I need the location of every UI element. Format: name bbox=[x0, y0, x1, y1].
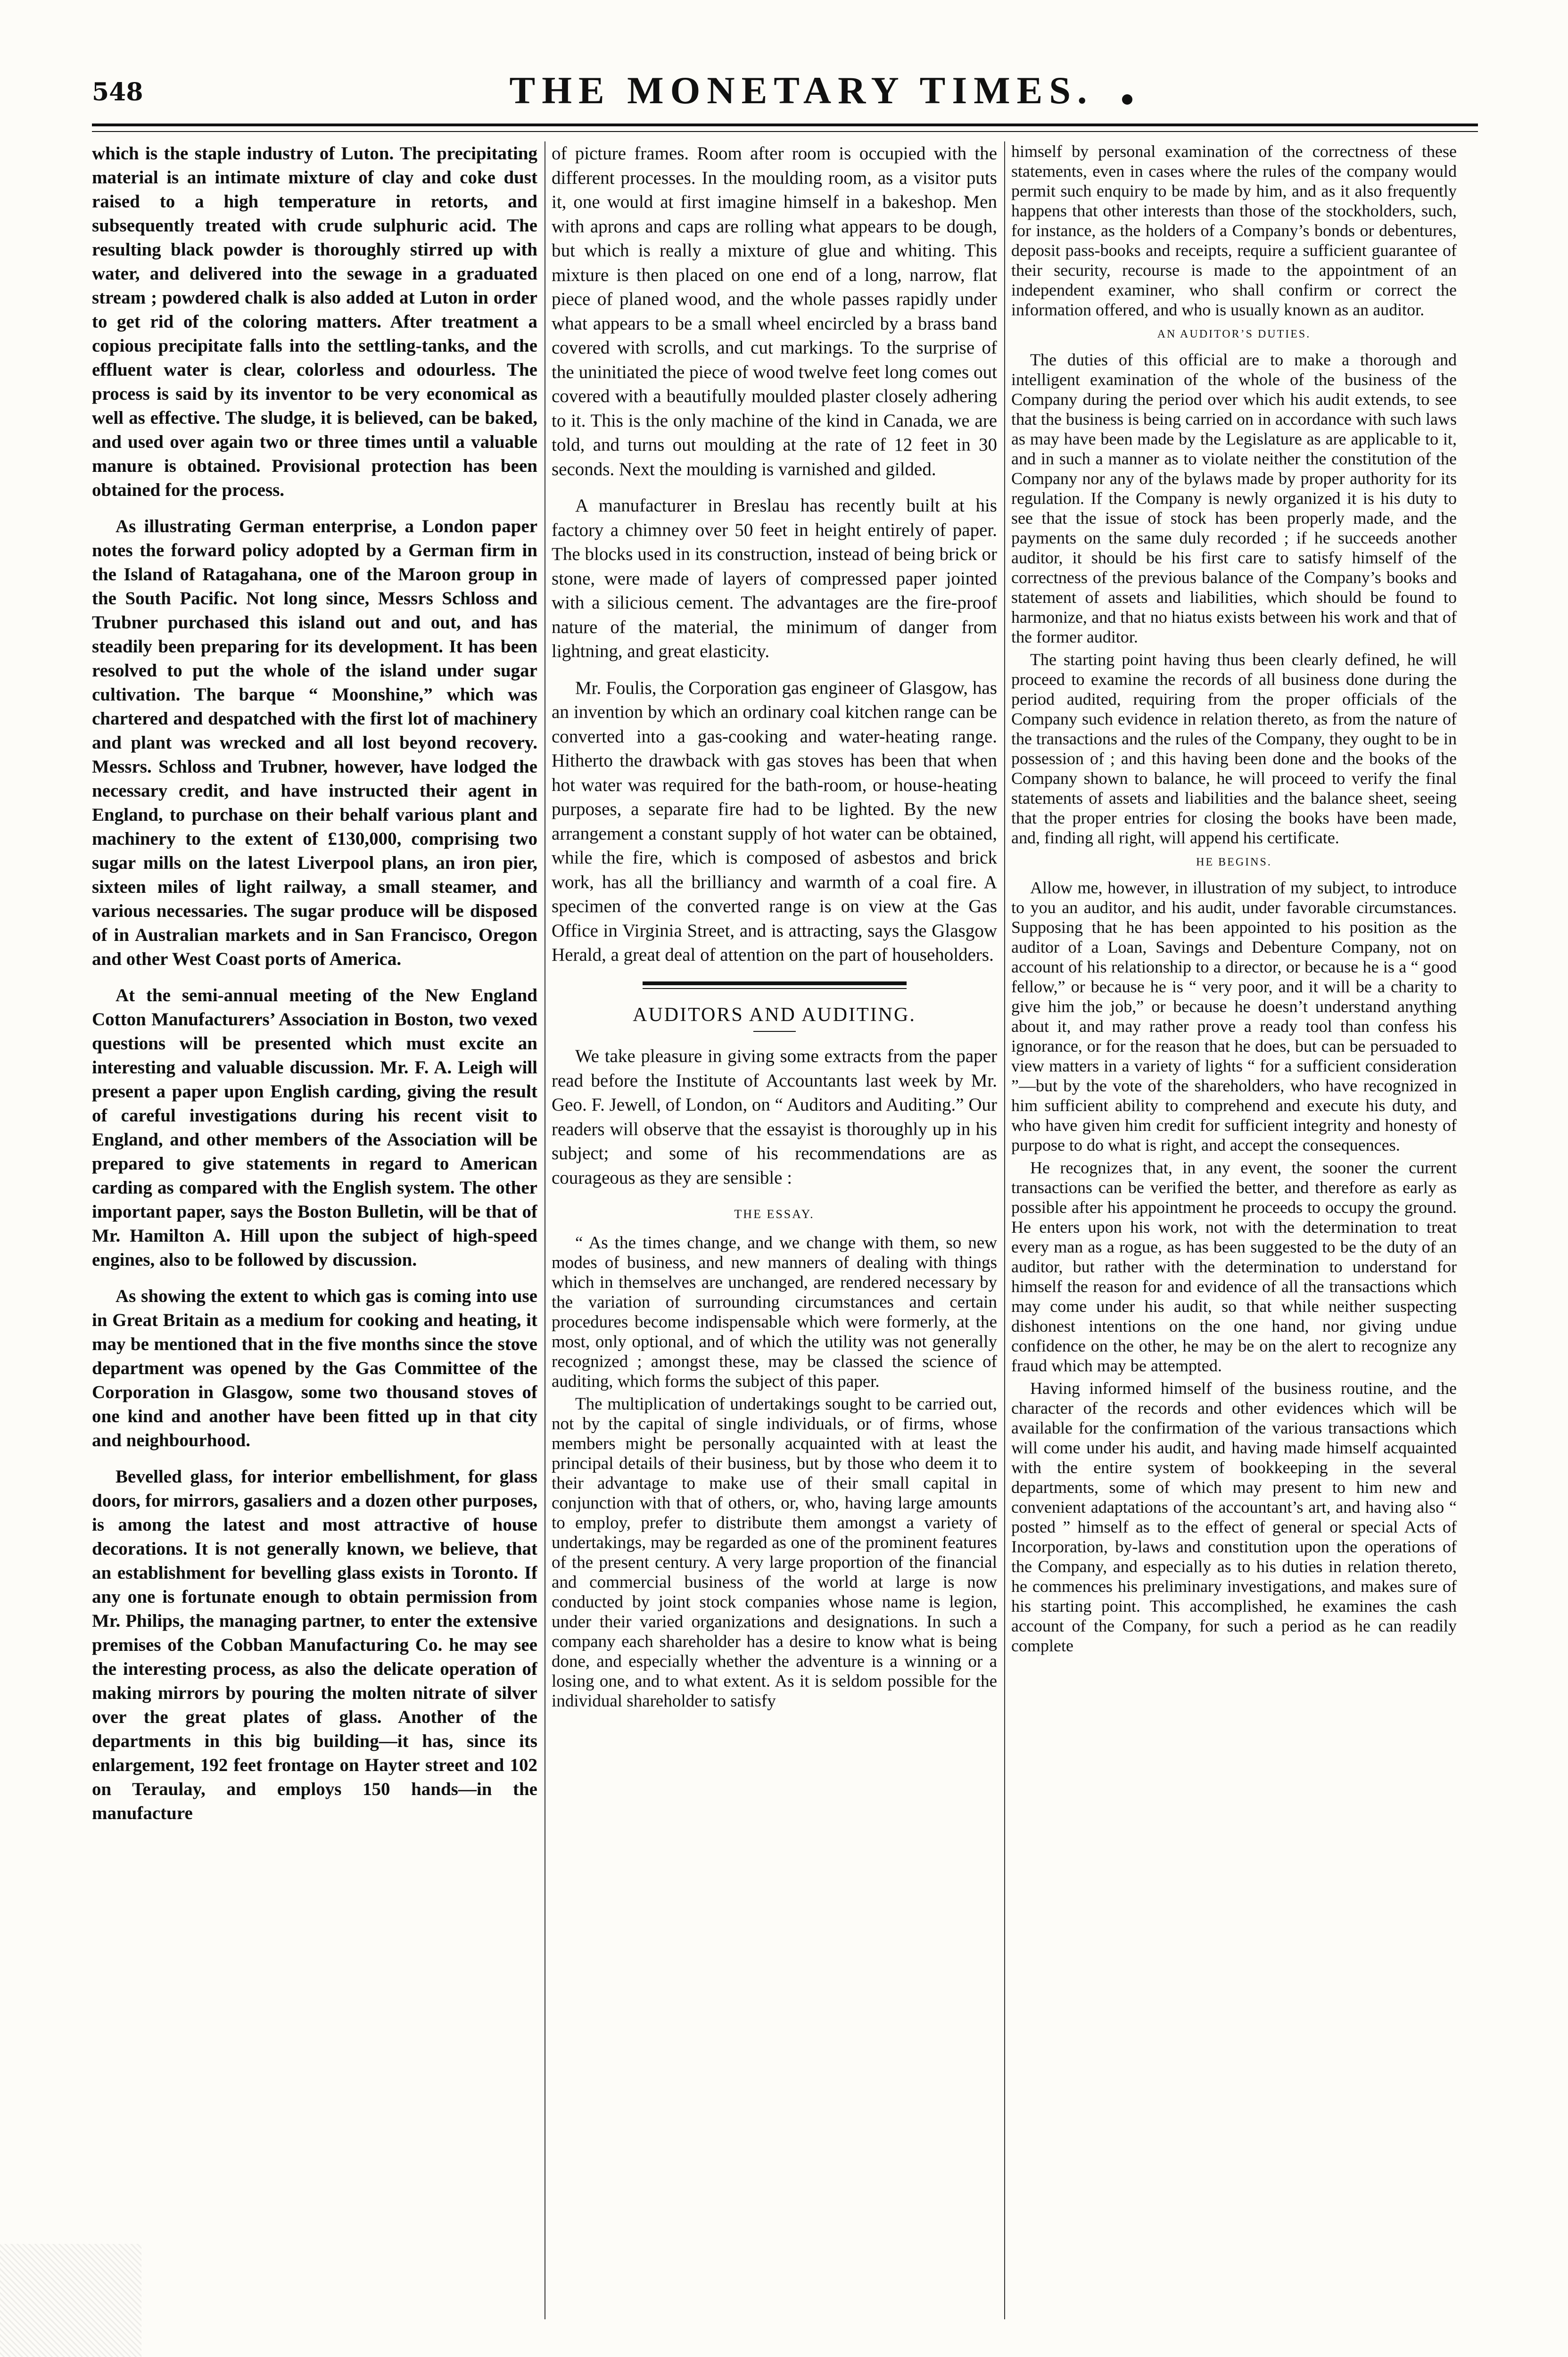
article-paragraph: which is the staple industry of Luton. The precipitating material is an intimate mixture of clay and coke dust raised to a high temperature in retorts, and subsequently treated with crude sulphuric acid. The resulting black powder is thoroughly stirred up with water, and delivered into the sewage in a graduated stream ; powdered chalk is also added at Luton in order to get rid of the coloring matters. After treatment a copious precipitate falls into the settling-tanks, and the effluent water is clear, colorless and odourless. The process is said by its inventor to be very economical as well as effective. The sludge, it is believed, can be baked, and used over again two or three times until a valuable manure is obtained. Provisional protection has been obtained for the process. bbox=[92, 143, 537, 500]
article-paragraph: The duties of this official are to make a thorough and intelligent examination of the whole of the business of the Company during the period over which his audit extends, to see that the business is being carried on in accordance with such laws as may have been made by the Legislature as are applicable to it, and in such a manner as to violate neither the constitution of the Company nor any of the bylaws made by proper authority for its regulation. If the Company is newly organized it is his duty to see that the issue of stock has been properly made, and the payments on the same duly recorded ; if he succeeds another auditor, it should be his first care to satisfy himself of the correctness of the previous balance of the Company’s books and statement of assets and liabilities, which should be found to harmonize, and that no hiatus exists between his work and that of the former auditor. bbox=[1011, 350, 1457, 646]
article-paragraph: We take pleasure in giving some extracts from the paper read before the Institute of Accountants last week by Mr. Geo. F. Jewell, of London, on “ Auditors and Auditing.” Our readers will observe that the essayist is thoroughly up in his subject; and some of his recommendations are as courageous as they are sensible : bbox=[552, 1046, 997, 1188]
article-paragraph: A manufacturer in Breslau has recently built at his factory a chimney over 50 feet in height entirely of paper. The blocks used in its construction, instead of being brick or stone, were made of layers of compressed paper jointed with a silicious cement. The advantages are the fire-proof nature of the material, the minimum of danger from lightning, and great elasticity. bbox=[552, 495, 997, 661]
subheading: THE ESSAY. bbox=[734, 1207, 815, 1221]
subheading: AN AUDITOR’S DUTIES. bbox=[1157, 328, 1311, 340]
column-divider bbox=[1004, 141, 1005, 2319]
column-2 bbox=[552, 141, 997, 2333]
article-paragraph: He recognizes that, in any event, the sooner the current transactions can be verified the better, and therefore as early as possible after his appointment he proceeds to occupy the ground. He enters upon his work, not with the determination to treat every man as a rogue, as has been suggested to be the duty of an auditor, but rather with the determination to understand for himself the reason for and evidence of all the transactions which may come under his audit, so that while neither suspecting dishonest intentions on the one hand, nor giving undue confidence on the other, he may be on the alert to recognize any fraud which may be attempted. bbox=[1011, 1158, 1457, 1375]
article-paragraph: “ As the times change, and we change with them, so new modes of business, and new manners of dealing with things which in themselves are unchanged, are rendered necessary by the variation of surrounding circumstances and certain procedures become indispensable which were formerly, at the most, only optional, and of which the utility was not generally recognized ; amongst these, may be classed the science of auditing, which forms the subject of this paper. bbox=[552, 1233, 997, 1391]
scan-noise bbox=[0, 2244, 141, 2357]
page-number: 548 bbox=[92, 78, 143, 107]
article-paragraph: As showing the extent to which gas is coming into use in Great Britain as a medium for cooking and heating, it may be mentioned that in the five months since the stove department was opened by the Gas Committee of the Corporation in Glasgow, some two thousand stoves of one kind and another have been fitted up in that city and neighbourhood. bbox=[92, 1286, 537, 1450]
section-title: AUDITORS AND AUDITING. bbox=[633, 1004, 916, 1026]
ink-dot bbox=[1122, 94, 1132, 105]
ornament-thick-line bbox=[643, 981, 907, 985]
article-paragraph: As illustrating German enterprise, a London paper notes the forward policy adopted by a German firm in the Island of Ratagahana, one of the Maroon group in the South Pacific. Not long since, Messrs Schloss and Trubner purchased this island out and out, and has steadily been preparing for its development. It has been resolved to put the whole of the island under sugar cultivation. The barque “ Moonshine,” which was chartered and despatched with the first lot of machinery and plant was wrecked and all lost beyond recovery. Messrs. Schloss and Trubner, however, have lodged the necessary credit, and have instructed their agent in England, to purchase on their behalf various plant and machinery to the extent of £130,000, comprising two sugar mills on the latest Liverpool plans, an iron pier, sixteen miles of light railway, a small steamer, and various necessaries. The sugar produce will be disposed of in Australian markets and in San Francisco, Oregon and other West Coast ports of America. bbox=[92, 516, 537, 969]
article-paragraph: The multiplication of undertakings sought to be carried out, not by the capital of single individuals, or of firms, whose members might be personally acquainted with at least the principal details of their business, but by those who deem it to their advantage to make use of their small capital in conjunction with that of others, or, who, having large amounts to employ, prefer to distribute them amongst a variety of undertakings, may be regarded as one of the prominent features of the present century. A very large proportion of the financial and commercial business of the world at large is now conducted by joint stock companies whose name is legion, under their varied organizations and designations. In such a company each shareholder has a desire to know what is being done, and especially whether the adventure is a winning or a losing one, and to what extent. As it is seldom possible for the individual shareholder to satisfy bbox=[552, 1394, 997, 1711]
section-ornament-rule bbox=[643, 981, 907, 989]
header-rule-thin bbox=[92, 131, 1478, 132]
column-1 bbox=[92, 141, 537, 2333]
masthead-title: THE MONETARY TIMES. bbox=[509, 69, 1094, 112]
ornament-thin-line bbox=[643, 988, 907, 989]
article-paragraph: At the semi-annual meeting of the New England Cotton Manufacturers’ Association in Boston, two vexed questions will be presented which must excite an interesting and valuable discussion. Mr. F. A. Leigh will present a paper upon English carding, giving the result of careful investigations during his recent visit to England, and other members of the Association will be prepared to give statements in regard to American carding as compared with the English system. The other important paper, says the Boston Bulletin, will be that of Mr. Hamilton A. Hill upon the subject of high-speed engines, also to be followed by discussion. bbox=[92, 985, 537, 1270]
article-paragraph: Having informed himself of the business routine, and the character of the records and other evidences which will be available for the confirmation of the various transactions which will come under his audit, and having made himself acquainted with the entire system of bookkeeping in the several departments, some of which may present to him new and convenient adaptations of the accountant’s art, and having also “ posted ” himself as to the effect of general or special Acts of Incorporation, by-laws and constitution upon the operations of the Company, and especially as to his duties in relation thereto, he commences his preliminary investigations, and makes sure of his starting point. This accomplished, he examines the cash account of the Company, for such a period as he can readily complete bbox=[1011, 1379, 1457, 1655]
header-rule-thick bbox=[92, 124, 1478, 126]
article-paragraph: The starting point having thus been clearly defined, he will proceed to examine the records of all business done during the period audited, requiring from the proper officials of the Company such evidence in relation thereto, as from the nature of the transactions and the rules of the Company, they ought to be in possession of ; and this having been done and the books of the Company shown to balance, he will proceed to verify the final statements of assets and liabilities and the balance sheet, seeing that the proper entries for closing the books have been made, and, finding all right, will append his certificate. bbox=[1011, 650, 1457, 847]
essay-text bbox=[552, 1233, 997, 1711]
article-paragraph: of picture frames. Room after room is occupied with the different processes. In the moulding room, as a visitor puts it, one would at first imagine himself in a bakeshop. Men with aprons and caps are rolling what appears to be dough, but which is really a mixture of glue and whiting. This mixture is then placed on one end of a long, narrow, flat piece of planed wood, and the whole passes rapidly under what appears to be a small wheel encircled by a brass band covered with scrolls, and cut markings. To the surprise of the uninitiated the piece of wood twelve feet long comes out covered with a beautifully moulded plaster closely adhering to it. This is the only machine of the kind in Canada, we are told, and turns out moulding at the rate of 12 feet in 30 seconds. Next the moulding is varnished and gilded. bbox=[552, 143, 997, 479]
subheading: HE BEGINS. bbox=[1196, 856, 1272, 868]
article-paragraph: Bevelled glass, for interior embellishment, for glass doors, for mirrors, gasaliers and a dozen other purposes, is among the latest and most attractive of house decorations. It is not generally known, we believe, that an establishment for bevelling glass exists in Toronto. If any one is fortunate enough to obtain permission from Mr. Philips, the managing partner, to enter the extensive premises of the Cobban Manufacturing Co. he may see the interesting process, as also the delicate operation of making mirrors by pouring the molten nitrate of silver over the great plates of glass. Another of the departments in this big building—it has, since its enlargement, 192 feet frontage on Hayter street and 102 on Teraulay, and employs 150 hands—in the manufacture bbox=[92, 1467, 537, 1823]
article-paragraph: Mr. Foulis, the Corporation gas engineer of Glasgow, has an invention by which an ordinary coal kitchen range can be converted into a gas-cooking and water-heating range. Hitherto the drawback with gas stoves has been that when hot water was required for the bath-room, or house-heating purposes, a separate fire had to be lighted. By the new arrangement a constant supply of hot water can be obtained, while the fire, which is composed of asbestos and brick work, has all the brilliancy and warmth of a coal fire. A specimen of the converted range is on view at the Gas Office in Virginia Street, and is attracting, says the Glasgow Herald, a great deal of attention on the part of householders. bbox=[552, 677, 997, 965]
article-paragraph: Allow me, however, in illustration of my subject, to introduce to you an auditor, and his audit, under favorable circumstances. Supposing that he has been appointed to his position as the auditor of a Loan, Savings and Debenture Company, not on account of his relationship to a director, or because he is a “ good fellow,” or because he is “ very poor, and it will be a charity to give him the job,” or because he doesn’t understand anything about it, and may rather prove a ready tool than confess his ignorance, or for the reason that he does, but can be persuaded to view matters in a variety of lights “ for a sufficient consideration ”—but by the vote of the shareholders, who have recognized in him sufficient ability to comprehend and execute his duty, and who have given him credit for sufficient integrity and honesty of purpose to do what is right, and accept the consequences. bbox=[1011, 878, 1457, 1154]
column-3 bbox=[1011, 141, 1457, 2333]
article-paragraph: himself by personal examination of the correctness of these statements, even in cases where the rules of the company would permit such enquiry to be made by him, and as it also frequently happens that other interests than those of the stockholders, such, for instance, as the holders of a Company’s bonds or debentures, deposit pass-books and receipts, require a sufficient guarantee of their security, recourse is made to the appointment of an independent examiner, who shall confirm or correct the information offered, and who is usually known as an auditor. bbox=[1011, 142, 1457, 319]
short-rule bbox=[753, 1031, 796, 1032]
